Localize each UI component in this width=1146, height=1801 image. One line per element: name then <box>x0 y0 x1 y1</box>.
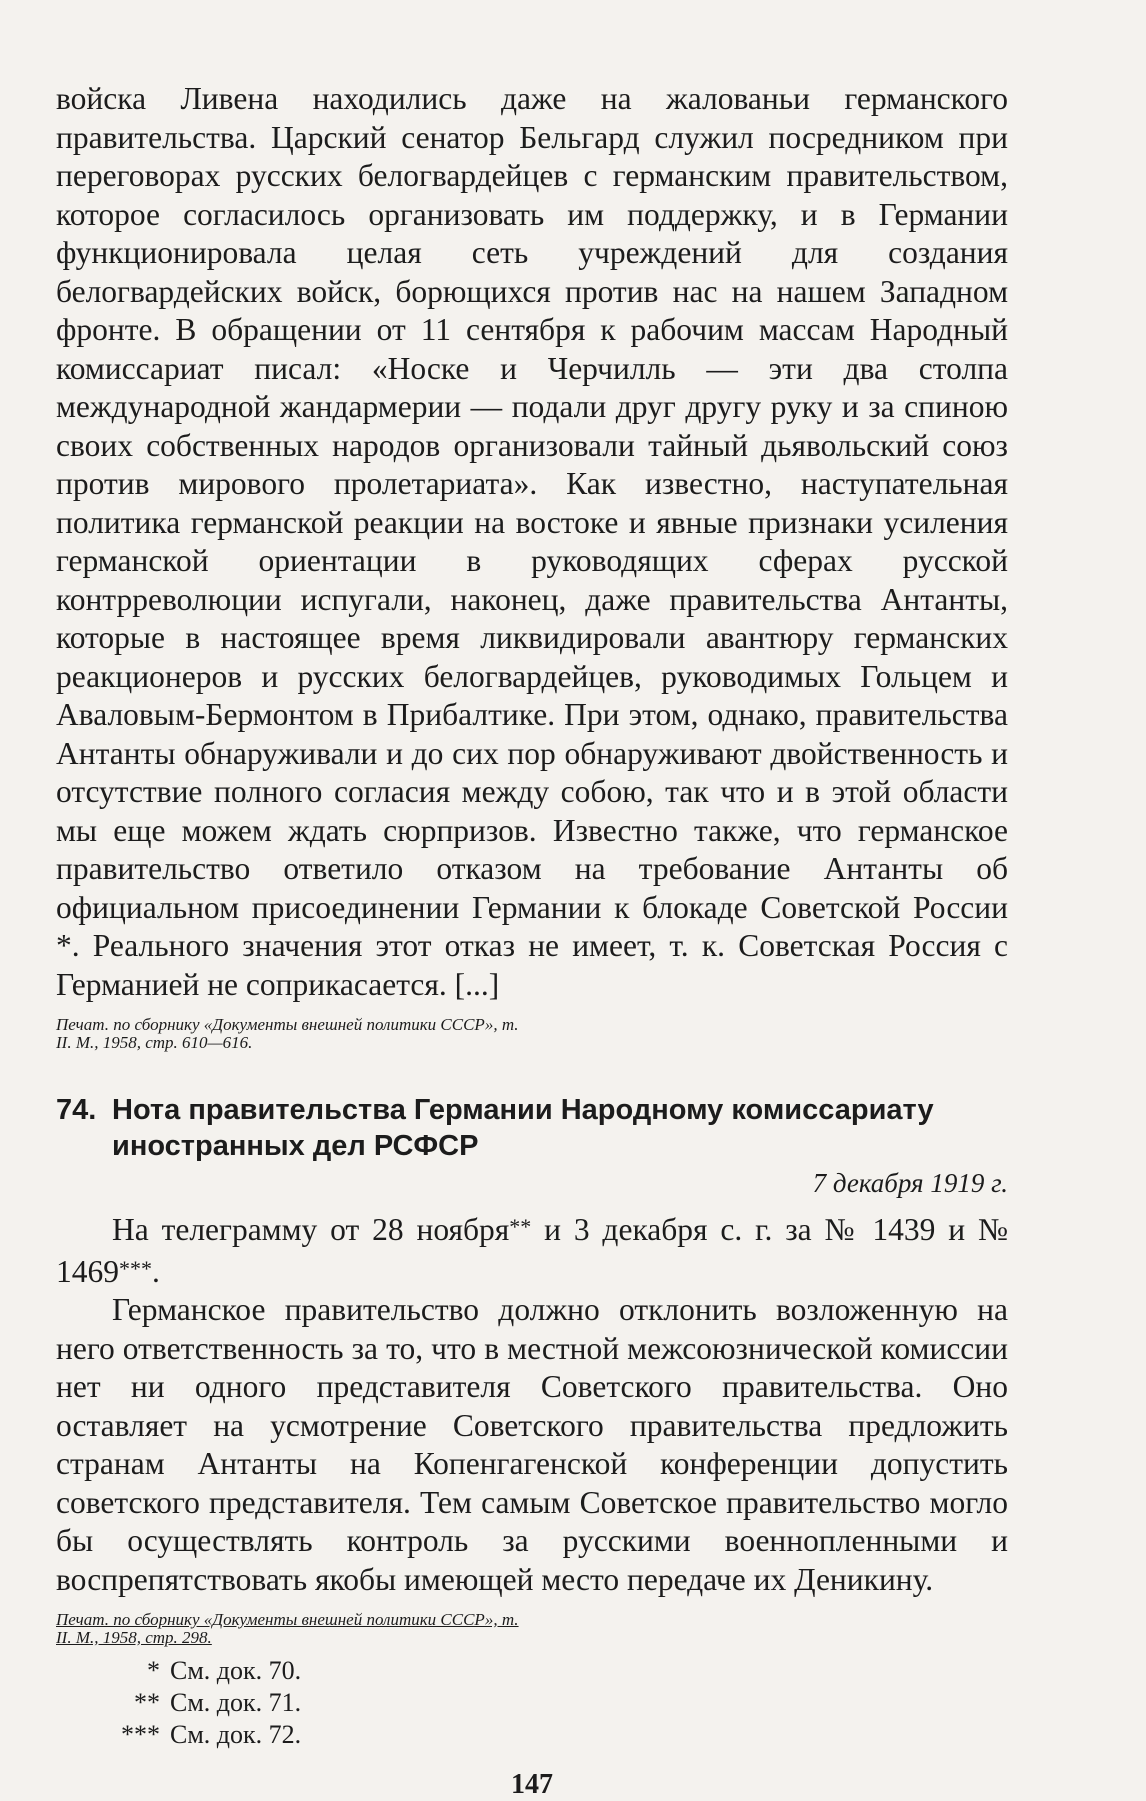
paragraph-2-text-b: и 3 декабря с. г. за № 1439 и № 1469 <box>56 1212 1008 1289</box>
footnote-mark-2: ** <box>509 1214 532 1239</box>
paragraph-2-text-c: . <box>152 1253 160 1289</box>
document-date: 7 декабря 1919 г. <box>812 1168 1008 1198</box>
body-paragraph-3: Германское правительство должно отклонить возложенную на него ответственность за то, что в местной межсоюзнической комиссии нет ни одного представителя Советского правительства. Оно оставляет на усмотрение Советского правительства предложить странам Антанты на Копенгагенской конференции допустить советского представителя. Тем самым Советское правительство могло бы осуществлять контроль за русскими военнопленными и воспрепятствовать якобы имеющей место передаче их Деникину. <box>56 1292 1008 1597</box>
footnote-text: См. док. 71. <box>170 1688 302 1717</box>
source-citation-2-text: Печат. по сборнику «Документы внешней политики СССР», т. II. М., 1958, стр. 298. <box>56 1610 519 1647</box>
page-number: 147 <box>511 1769 553 1800</box>
document-heading <box>56 1092 1008 1164</box>
document-number: 74. <box>56 1094 97 1126</box>
document-page <box>56 80 1008 1801</box>
paragraph-2-text-a: На телеграмму от 28 ноября <box>112 1212 510 1247</box>
body-paragraph-2 <box>56 1208 1008 1291</box>
source-citation-1: Печат. по сборнику «Документы внешней политики СССР», т. II. М., 1958, стр. 610—616. <box>56 1015 519 1052</box>
footnote-item <box>56 1719 1008 1751</box>
source-citation-2 <box>56 1611 536 1647</box>
footnote-item <box>56 1687 1008 1719</box>
footnote-mark: *** <box>121 1720 160 1749</box>
footnote-item <box>56 1655 1008 1687</box>
footnotes <box>56 1655 1008 1751</box>
body-paragraph-1: войска Ливена находились даже на жалованьи германского правительства. Царский сенатор Бельгард служил посредником при переговорах русских белогвардейцев с германским правительством, которое согласилось организовать им поддержку, и в Германии функционировала целая сеть учреждений для создания белогвардейских войск, борющихся против нас на нашем Западном фронте. В обращении от 11 сентября к рабочим массам Народный комиссариат писал: «Носке и Черчилль — эти два столпа международной жандармерии — подали друг другу руку и за спиною своих собственных народов организовали тайный дьявольский союз против мирового пролетариата». Как известно, наступательная политика германской реакции на востоке и явные признаки усиления германской ориентации в руководящих сферах русской контрреволюции испугали, наконец, даже правительства Антанты, которые в настоящее время ликвидировали авантюру германских реакционеров и русских белогвардейцев, руководимых Гольцем и Аваловым-Бермонтом в Прибалтике. При этом, однако, правительства Антанты обнаруживали и до сих пор обнаруживают двойственность и отсутствие полного согласия между собою, так что и в этой области мы еще можем ждать сюрпризов. Известно также, что германское правительство ответило отказом на требование Антанты об официальном присоединении Германии к блокаде Советской России *. Реального значения этот отказ не имеет, т. к. Советская Россия с Германией не соприкасается. [...] <box>56 81 1008 1002</box>
document-title: Нота правительства Германии Народному комиссариату иностранных дел РСФСР <box>112 1094 934 1162</box>
footnote-mark-3: *** <box>119 1255 152 1281</box>
footnote-text: См. док. 70. <box>170 1656 302 1685</box>
footnote-mark: ** <box>134 1688 160 1717</box>
footnote-mark: * <box>147 1656 160 1685</box>
footnote-text: См. док. 72. <box>170 1720 302 1749</box>
